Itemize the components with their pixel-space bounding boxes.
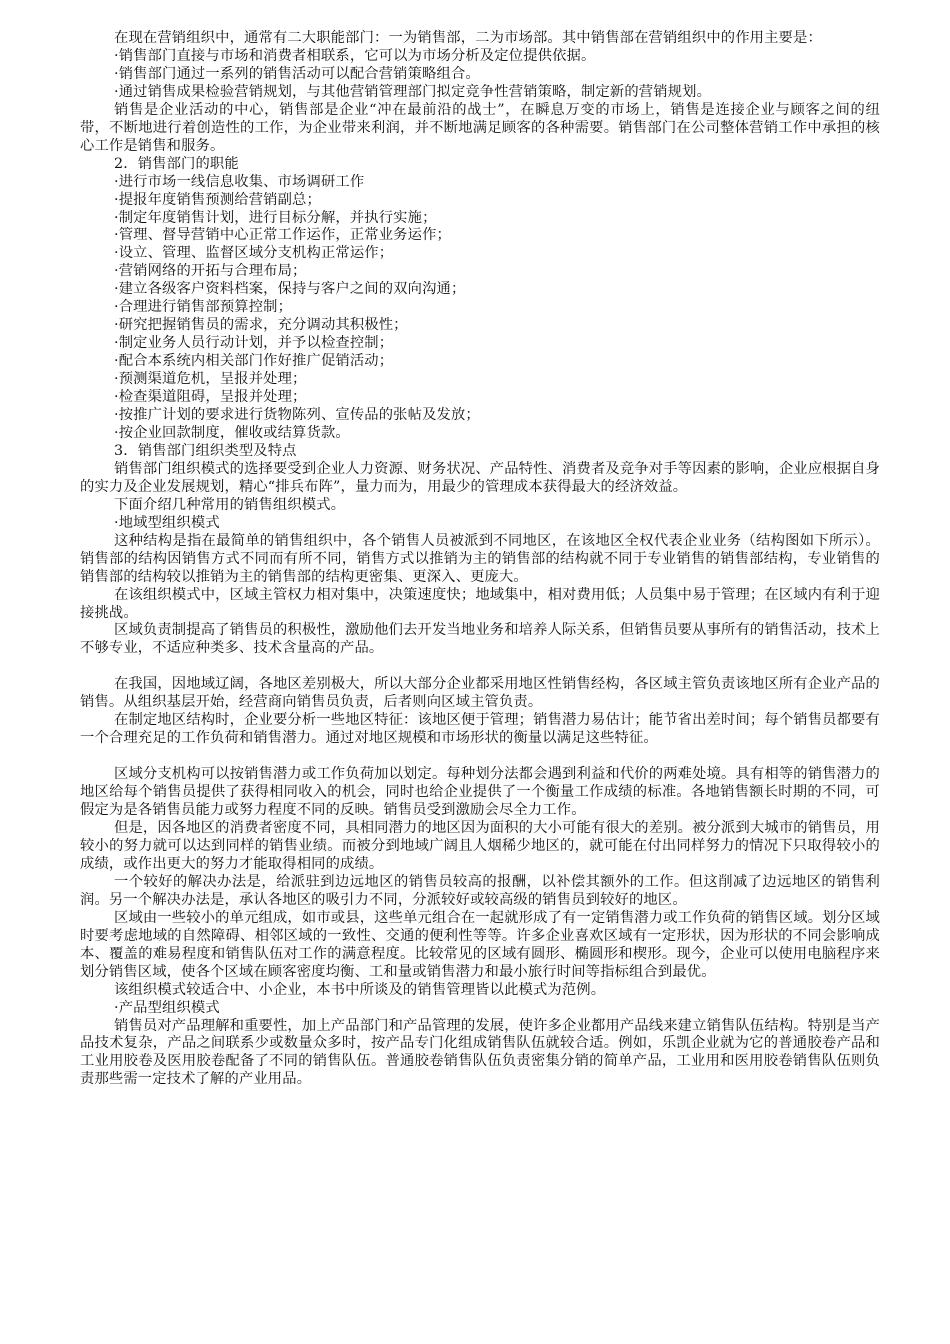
paragraph: 这种结构是指在最简单的销售组织中，各个销售人员被派到不同地区，在该地区全权代表企业业务（结构图如下所示）。销售部的结构因销售方式不同而有所不同，销售方式以推销为主的销售部的结构就不同于专业销售的销售部结构，专业销售的销售部的结构较以推销为主的销售部的结构更密集、更深入、更庞大。	[80, 532, 880, 585]
list-item: ·检查渠道阻碍，呈报并处理；	[114, 389, 307, 406]
list-item: 3．销售部门组织类型及特点	[114, 442, 297, 459]
list-item: ·按企业回款制度，催收或结算货款。	[114, 424, 350, 441]
list-item: ·营销网络的开拓与合理布局；	[114, 263, 307, 280]
list-item: ·研究把握销售员的需求，充分调动其积极性；	[114, 317, 408, 334]
list-item: ·合理进行销售部预算控制；	[114, 299, 293, 316]
list-item: ·预测渠道危机，呈报并处理；	[114, 371, 307, 388]
list-item: ·产品型组织模式	[114, 999, 220, 1016]
paragraph: 该组织模式较适合中、小企业，本书中所谈及的销售管理皆以此模式为范例。	[114, 981, 606, 998]
list-item: 2．销售部门的职能	[114, 155, 239, 172]
list-item: ·按推广计划的要求进行货物陈列、宣传品的张帖及发放；	[114, 407, 480, 424]
document-body	[80, 30, 880, 1089]
list-item: ·建立各级客户资料档案，保持与客户之间的双向沟通；	[114, 281, 466, 298]
paragraph: 销售是企业活动的中心，销售部是企业“冲在最前沿的战士”，在瞬息万变的市场上，销售是连接企业与顾客之间的纽带，不断地进行着创造性的工作，为企业带来利润，并不断地满足顾客的各种需要。销售部门在公司整体营销工作中承担的核心工作是销售和服务。	[80, 101, 880, 154]
paragraph: 销售员对产品理解和重要性，加上产品部门和产品管理的发展，使许多企业都用产品线来建立销售队伍结构。特别是当产品技术复杂，产品之间联系少或数量众多时，按产品专门化组成销售队伍就较合适。例如，乐凯企业就为它的普通胶卷产品和工业用胶卷及医用胶卷配备了不同的销售队伍。普通胶卷销售队伍负责密集分销的简单产品，工业用和医用胶卷销售队伍则负责那些需一定技术了解的产业用品。	[80, 1017, 880, 1088]
paragraph: 下面介绍几种常用的销售组织模式。	[114, 496, 346, 513]
paragraph: 在现在营销组织中，通常有二大职能部门：一为销售部，二为市场部。其中销售部在营销组织中的作用主要是：	[114, 30, 822, 46]
list-item: ·地域型组织模式	[114, 514, 220, 531]
list-item: ·进行市场一线信息收集、市场调研工作	[114, 173, 365, 190]
list-item: ·制定年度销售计划，进行目标分解，并执行实施；	[114, 209, 437, 226]
list-item: ·管理、督导营销中心正常工作运作，正常业务运作；	[114, 227, 451, 244]
blank-line	[80, 748, 880, 766]
list-item: ·制定业务人员行动计划，并予以检查控制；	[114, 335, 394, 352]
paragraph: 销售部门组织模式的选择要受到企业人力资源、财务状况、产品特性、消费者及竞争对手等因素的影响，企业应根据自身的实力及企业发展规划，精心“排兵布阵”，量力而为，用最少的管理成本获得最大的经济效益。	[80, 460, 880, 495]
list-item: ·设立、管理、监督区域分支机构正常运作；	[114, 245, 394, 262]
list-item: ·销售部门通过一系列的销售活动可以配合营销策略组合。	[114, 65, 480, 82]
paragraph: 区域由一些较小的单元组成，如市或县，这些单元组合在一起就形成了有一定销售潜力或工作负荷的销售区域。划分区域时要考虑地域的自然障碍、相邻区域的一致性、交通的便利性等等。许多企业喜欢区域有一定形状，因为形状的不同会影响成本、覆盖的难易程度和销售队伍对工作的满意程度。比较常见的区域有圆形、椭圆形和楔形。现今，企业可以使用电脑程序来划分销售区域，使各个区域在顾客密度均衡、工和量或销售潜力和最小旅行时间等指标组合到最优。	[80, 909, 880, 980]
paragraph: 一个较好的解决办法是，给派驻到边远地区的销售员较高的报酬，以补偿其额外的工作。但这削减了边远地区的销售利润。另一个解决办法是，承认各地区的吸引力不同，分派较好或较高级的销售员到较好的地区。	[80, 873, 880, 908]
blank-line	[80, 658, 880, 676]
paragraph: 区域负责制提高了销售员的积极性，激励他们去开发当地业务和培养人际关系，但销售员要从事所有的销售活动，技术上不够专业，不适应种类多、技术含量高的产品。	[80, 622, 880, 657]
list-item: ·配合本系统内相关部门作好推广促销活动；	[114, 353, 394, 370]
paragraph: 在我国，因地域辽阔，各地区差别极大，所以大部分企业都采用地区性销售经构，各区域主管负责该地区所有企业产品的销售。从组织基层开始，经营商向销售员负责，后者则向区域主管负责。	[80, 676, 880, 711]
list-item: ·提报年度销售预测给营销副总；	[114, 191, 321, 208]
paragraph: 但是，因各地区的消费者密度不同，具相同潜力的地区因为面积的大小可能有很大的差别。被分派到大城市的销售员，用较小的努力就可以达到同样的销售业绩。而被分到地域广阔且人烟稀少地区的，就可能在付出同样努力的情况下只取得较小的成绩，或作出更大的努力才能取得相同的成绩。	[80, 820, 880, 872]
paragraph: 区域分支机构可以按销售潜力或工作负荷加以划定。每种划分法都会遇到利益和代价的两难处境。具有相等的销售潜力的地区给每个销售员提供了获得相同收入的机会，同时也给企业提供了一个衡量工作成绩的标准。各地销售额长时期的不同，可假定为是各销售员能力或努力程度不同的反映。销售员受到激励会尽全力工作。	[80, 766, 880, 819]
list-item: ·通过销售成果检验营销规划，与其他营销管理部门拟定竞争性营销策略，制定新的营销规划。	[114, 83, 712, 100]
list-item: ·销售部门直接与市场和消费者相联系，它可以为市场分析及定位提供依据。	[114, 47, 596, 64]
paragraph: 在制定地区结构时，企业要分析一些地区特征：该地区便于管理；销售潜力易估计；能节省出差时间；每个销售员都要有一个合理充足的工作负荷和销售潜力。通过对地区规模和市场形状的衡量以满足这些特征。	[80, 712, 880, 747]
paragraph: 在该组织模式中，区域主管权力相对集中，决策速度快；地域集中，相对费用低；人员集中易于管理；在区域内有利于迎接挑战。	[80, 586, 880, 621]
